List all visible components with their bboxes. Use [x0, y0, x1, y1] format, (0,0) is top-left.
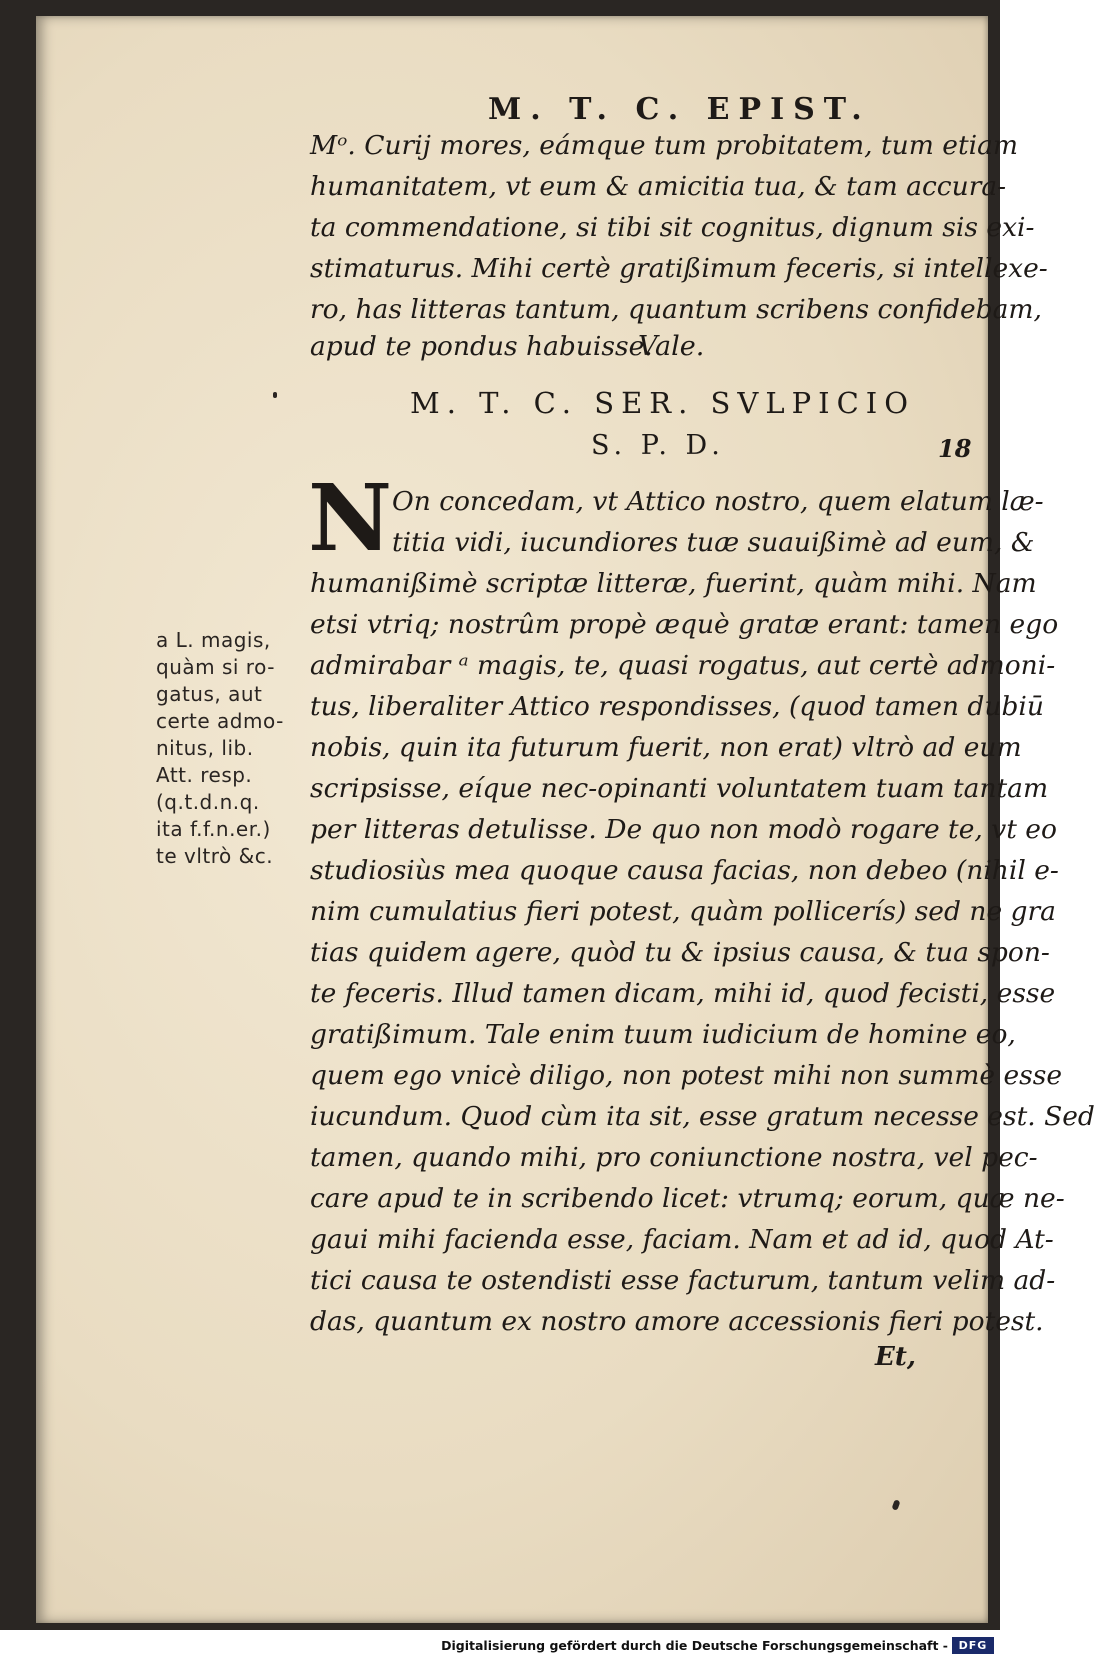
letter-line: te feceris. Illud tamen dicam, mihi id, quod fecisti, esse — [310, 978, 1056, 1009]
prev-letter-line: ro, has litteras tantum, quantum scribens confidebam, — [310, 294, 1042, 325]
letter-line: gratißimum. Tale enim tuum iudicium de homine eo, — [310, 1019, 1016, 1050]
margin-note-line: te vltrò &c. — [156, 844, 274, 868]
letter-line: tus, liberaliter Attico respondisses, (quod tamen dubiū — [310, 691, 1044, 722]
letter-line: etsi vtriq; nostrûm propè æquè gratæ erant: tamen ego — [310, 609, 1059, 640]
margin-note-line: nitus, lib. — [156, 736, 254, 760]
ink-mark — [273, 392, 277, 398]
margin-note-line: Att. resp. — [156, 763, 253, 787]
prev-letter-line: stimaturus. Mihi certè gratißimum feceris, si intellexe- — [310, 253, 1048, 284]
vale-closing: Vale. — [638, 331, 705, 362]
letter-line: admirabar ᵃ magis, te, quasi rogatus, aut certè admoni- — [310, 650, 1056, 681]
letter-line: gaui mihi facienda esse, faciam. Nam et ad id, quod At- — [310, 1224, 1054, 1255]
letter-line: care apud te in scribendo licet: vtrumq; eorum, quæ ne- — [310, 1183, 1065, 1214]
letter-line: tici causa te ostendisti esse facturum, tantum velim ad- — [310, 1265, 1056, 1296]
prev-letter-line: Mᵒ. Curij mores, eámque tum probitatem, tum etiam — [310, 130, 1018, 161]
margin-note-line: quàm si ro- — [156, 655, 275, 679]
letter-line: tamen, quando mihi, pro coniunctione nostra, vel pec- — [310, 1142, 1038, 1173]
letter-line: studiosiùs mea quoque causa facias, non debeo (nihil e- — [310, 855, 1059, 886]
letter-line: nobis, quin ita futurum fuerit, non erat) vltrò ad eum — [310, 732, 1022, 763]
funding-credit: Digitalisierung gefördert durch die Deutsche Forschungsgemeinschaft - — [441, 1638, 948, 1653]
letter-line: humanißimè scriptæ litteræ, fuerint, quàm mihi. Nam — [310, 568, 1037, 599]
margin-note-line: ita f.f.n.er.) — [156, 817, 271, 841]
dfg-logo-icon: DFG — [952, 1637, 994, 1654]
letter-line: On concedam, vt Attico nostro, quem elatum læ- — [392, 486, 1044, 517]
margin-note-line: a L. magis, — [156, 628, 271, 652]
letter-line: per litteras detulisse. De quo non modò rogare te, vt eo — [310, 814, 1057, 845]
letter-number: 18 — [938, 434, 972, 463]
letter-line: das, quantum ex nostro amore accessionis fieri potest. — [310, 1306, 1044, 1337]
letter-line: iucundum. Quod cùm ita sit, esse gratum necesse est. Sed — [310, 1101, 1095, 1132]
letter-line: titia vidi, iucundiores tuæ suauißimè ad eum, & — [392, 527, 1035, 558]
margin-note-line: certe admo- — [156, 709, 284, 733]
drop-initial: N — [308, 464, 393, 572]
salutation: S. P. D. — [591, 430, 725, 461]
margin-note-line: gatus, aut — [156, 682, 263, 706]
letter-line: scripsisse, eíque nec-opinanti voluntatem tuam tantam — [310, 773, 1049, 804]
prev-letter-line: humanitatem, vt eum & amicitia tua, & tam accura- — [310, 171, 1007, 202]
running-head: M. T. C. EPIST. — [488, 92, 871, 127]
letter-line: nim cumulatius fieri potest, quàm pollicerís) sed ne gra — [310, 896, 1056, 927]
margin-note-line: (q.t.d.n.q. — [156, 790, 260, 814]
prev-letter-line: apud te pondus habuisse. — [310, 331, 653, 362]
catchword: Et, — [875, 1342, 916, 1372]
letter-line: quem ego vnicè diligo, non potest mihi non summè esse — [310, 1060, 1063, 1091]
prev-letter-line: ta commendatione, si tibi sit cognitus, dignum sis exi- — [310, 212, 1035, 243]
letter-line: tias quidem agere, quòd tu & ipsius causa, & tua spon- — [310, 937, 1050, 968]
letter-title: M. T. C. SER. SVLPICIO — [410, 386, 916, 420]
digitization-footer — [0, 1630, 1000, 1663]
